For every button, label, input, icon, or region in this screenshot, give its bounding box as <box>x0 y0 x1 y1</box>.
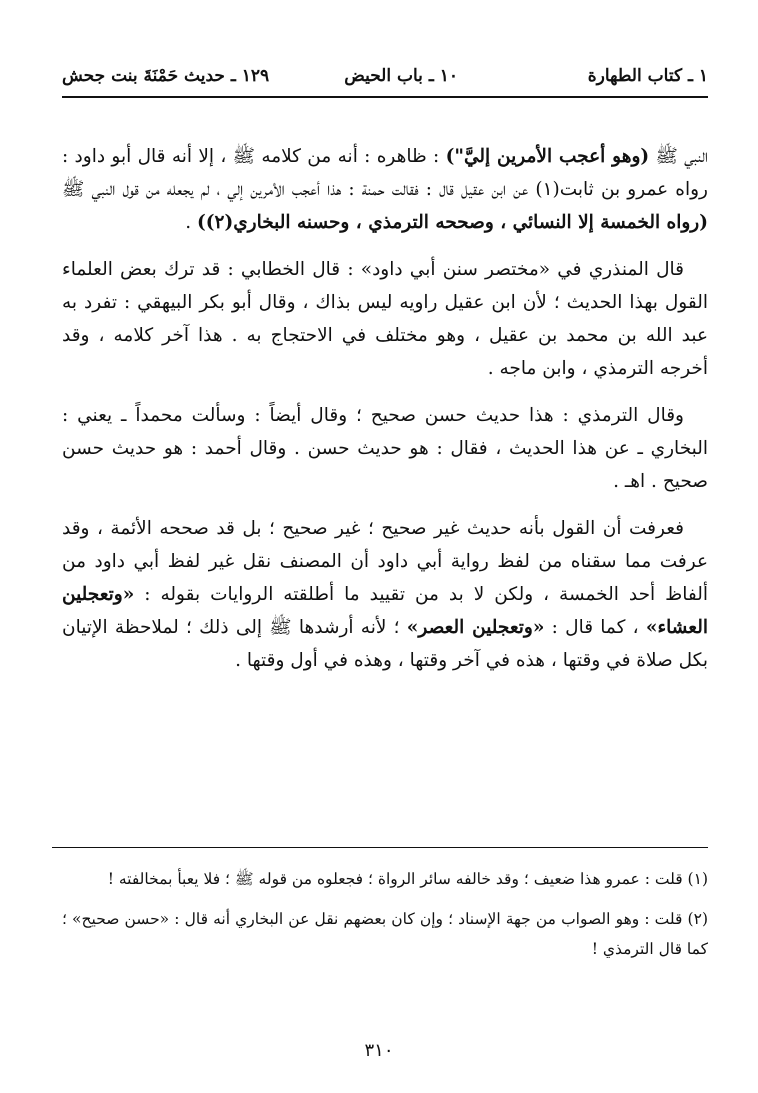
footnote-2: (٢) قلت : وهو الصواب من جهة الإسناد ؛ وإن كان بعضهم نقل عن البخاري أنه قال : «حسن صحيح» ؛ كما قال الترمذي ! <box>62 910 708 958</box>
paragraph-4-text-c: ؛ لأنه أرشدها ﷺ إلى ذلك ؛ لملاحظة الإتيان بكل صلاة في وقتها ، هذه في آخر وقتها ، وهذه في أول وقتها . <box>62 617 708 671</box>
paragraph-4-text-b: ، كما قال : <box>544 617 646 638</box>
header-book-title: ١ ـ كتاب الطهارة <box>587 66 708 86</box>
footnotes <box>62 864 708 974</box>
paragraph-1-quote-bold: (وهو أعجب الأمرين إليَّ") <box>445 146 650 167</box>
paragraph-3: وقال الترمذي : هذا حديث حسن صحيح ؛ وقال أيضاً : وسألت محمداً ـ يعني : البخاري ـ عن هذا الحديث ، فقال : هو حديث حسن . وقال أحمد : هو حديث حسن صحيح . اهـ . <box>62 405 708 492</box>
main-text <box>62 140 708 691</box>
page-number: ٣١٠ <box>364 1040 394 1061</box>
paragraph-1-text-b: : ظاهره : أنه من كلامه ﷺ ، إلا أنه قال أبو داود : رواه عمرو بن ثابت(١) عن ابن عقيل قال : فقالت حمنة : هذا أعجب الأمرين إلي ، لم يجعله من قول النبي ﷺ <box>62 146 708 200</box>
paragraph-1 <box>62 140 708 239</box>
paragraph-4-text-a: فعرفت أن القول بأنه حديث غير صحيح ؛ غير صحيح ؛ بل قد صححه الأئمة ، وقد عرفت مما سقناه من لفظ رواية أبي داود أن المصنف نقل غير لفظ أبي داود من ألفاظ أحد الخمسة ، ولكن لا بد من تقييد ما أطلقته الروايات بقوله : <box>62 518 708 605</box>
paragraph-2: قال المنذري في «مختصر سنن أبي داود» : قال الخطابي : قد ترك بعض العلماء القول بهذا الحديث ؛ لأن ابن عقيل راويه ليس بذاك ، وقال أبو بكر البيهقي : تفرد به عبد الله بن محمد بن عقيل ، وهو مختلف في الاحتجاج به . هذا آخر كلامه ، وقد أخرجه الترمذي ، وابن ماجه . <box>62 259 708 379</box>
paragraph-4 <box>62 512 708 677</box>
header-hadith-title: ١٢٩ ـ حديث حَمْنَةَ بنت جحش <box>62 66 270 86</box>
paragraph-1-citation-bold: (رواه الخمسة إلا النسائي ، وصححه الترمذي ، وحسنه البخاري(٢)) <box>196 212 708 233</box>
header-divider <box>62 96 708 98</box>
paragraph-4-quote-isha: «وتعجلين العشاء» <box>62 584 709 638</box>
paragraph-4-quote-asr: «وتعجلين العصر» <box>406 617 545 638</box>
paragraph-1-text-c: . <box>185 212 197 233</box>
running-header <box>62 58 708 92</box>
paragraph-1-text-a: النبي ﷺ <box>649 146 708 167</box>
header-chapter-title: ١٠ ـ باب الحيض <box>344 66 458 86</box>
footnote-1: (١) قلت : عمرو هذا ضعيف ؛ وقد خالفه سائر الرواة ؛ فجعلوه من قوله ﷺ ؛ فلا يعبأ بمخالفته ! <box>107 870 708 888</box>
footnote-divider <box>52 847 708 848</box>
